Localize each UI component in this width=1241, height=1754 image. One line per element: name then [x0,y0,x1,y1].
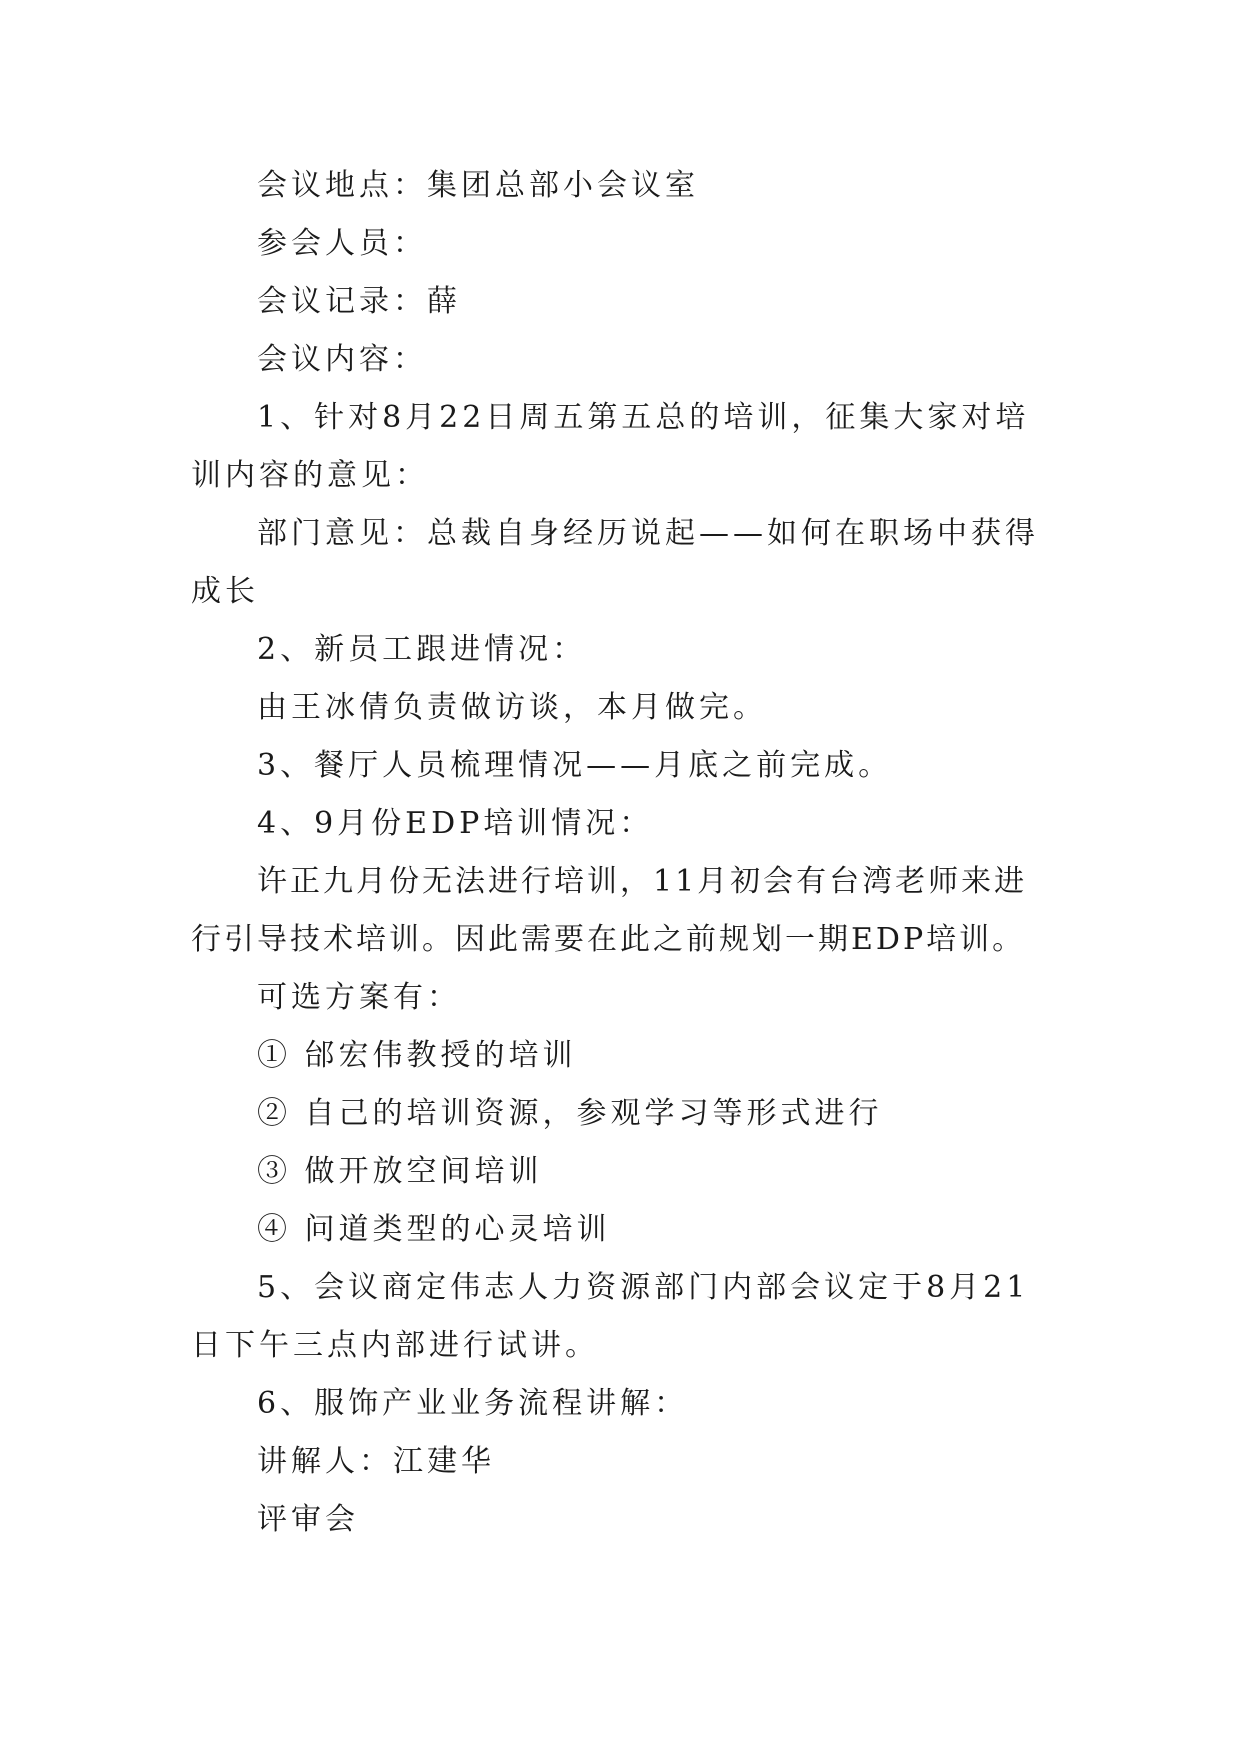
options-heading: 可选方案有： [257,980,461,1015]
review-meeting: 评审会 [257,1502,359,1537]
department-opinion: 部门意见：总裁自身经历说起——如何在职场中获得成长 [191,516,1039,609]
agenda-item-5: 5、会议商定伟志人力资源部门内部会议定于8月21日下午三点内部进行试讲。 [191,1270,1030,1363]
presenter: 讲解人：江建华 [257,1444,495,1479]
option-4: ④ 问道类型的心灵培训 [257,1212,611,1247]
agenda-item-2: 2、新员工跟进情况： [257,632,587,667]
agenda-item-1: 1、针对8月22日周五第五总的培训，征集大家对培训内容的意见： [191,400,1030,493]
minutes-taker: 会议记录：薛 [257,284,461,319]
option-1: ① 邰宏伟教授的培训 [257,1038,577,1073]
agenda-item-4-detail: 许正九月份无法进行培训，11月初会有台湾老师来进行引导技术培训。因此需要在此之前规划一期EDP培训。 [191,864,1028,957]
option-2: ② 自己的培训资源，参观学习等形式进行 [257,1096,883,1131]
agenda-item-2-detail: 由王冰倩负责做访谈，本月做完。 [257,690,767,725]
option-3: ③ 做开放空间培训 [257,1154,543,1189]
attendees: 参会人员： [257,226,427,261]
document-body [191,157,1051,1549]
agenda-item-3: 3、餐厅人员梳理情况——月底之前完成。 [257,748,893,783]
meeting-location: 会议地点：集团总部小会议室 [257,168,699,203]
meeting-content-heading: 会议内容： [257,342,427,377]
agenda-item-4: 4、9月份EDP培训情况： [257,806,654,841]
agenda-item-6: 6、服饰产业业务流程讲解： [257,1386,689,1421]
